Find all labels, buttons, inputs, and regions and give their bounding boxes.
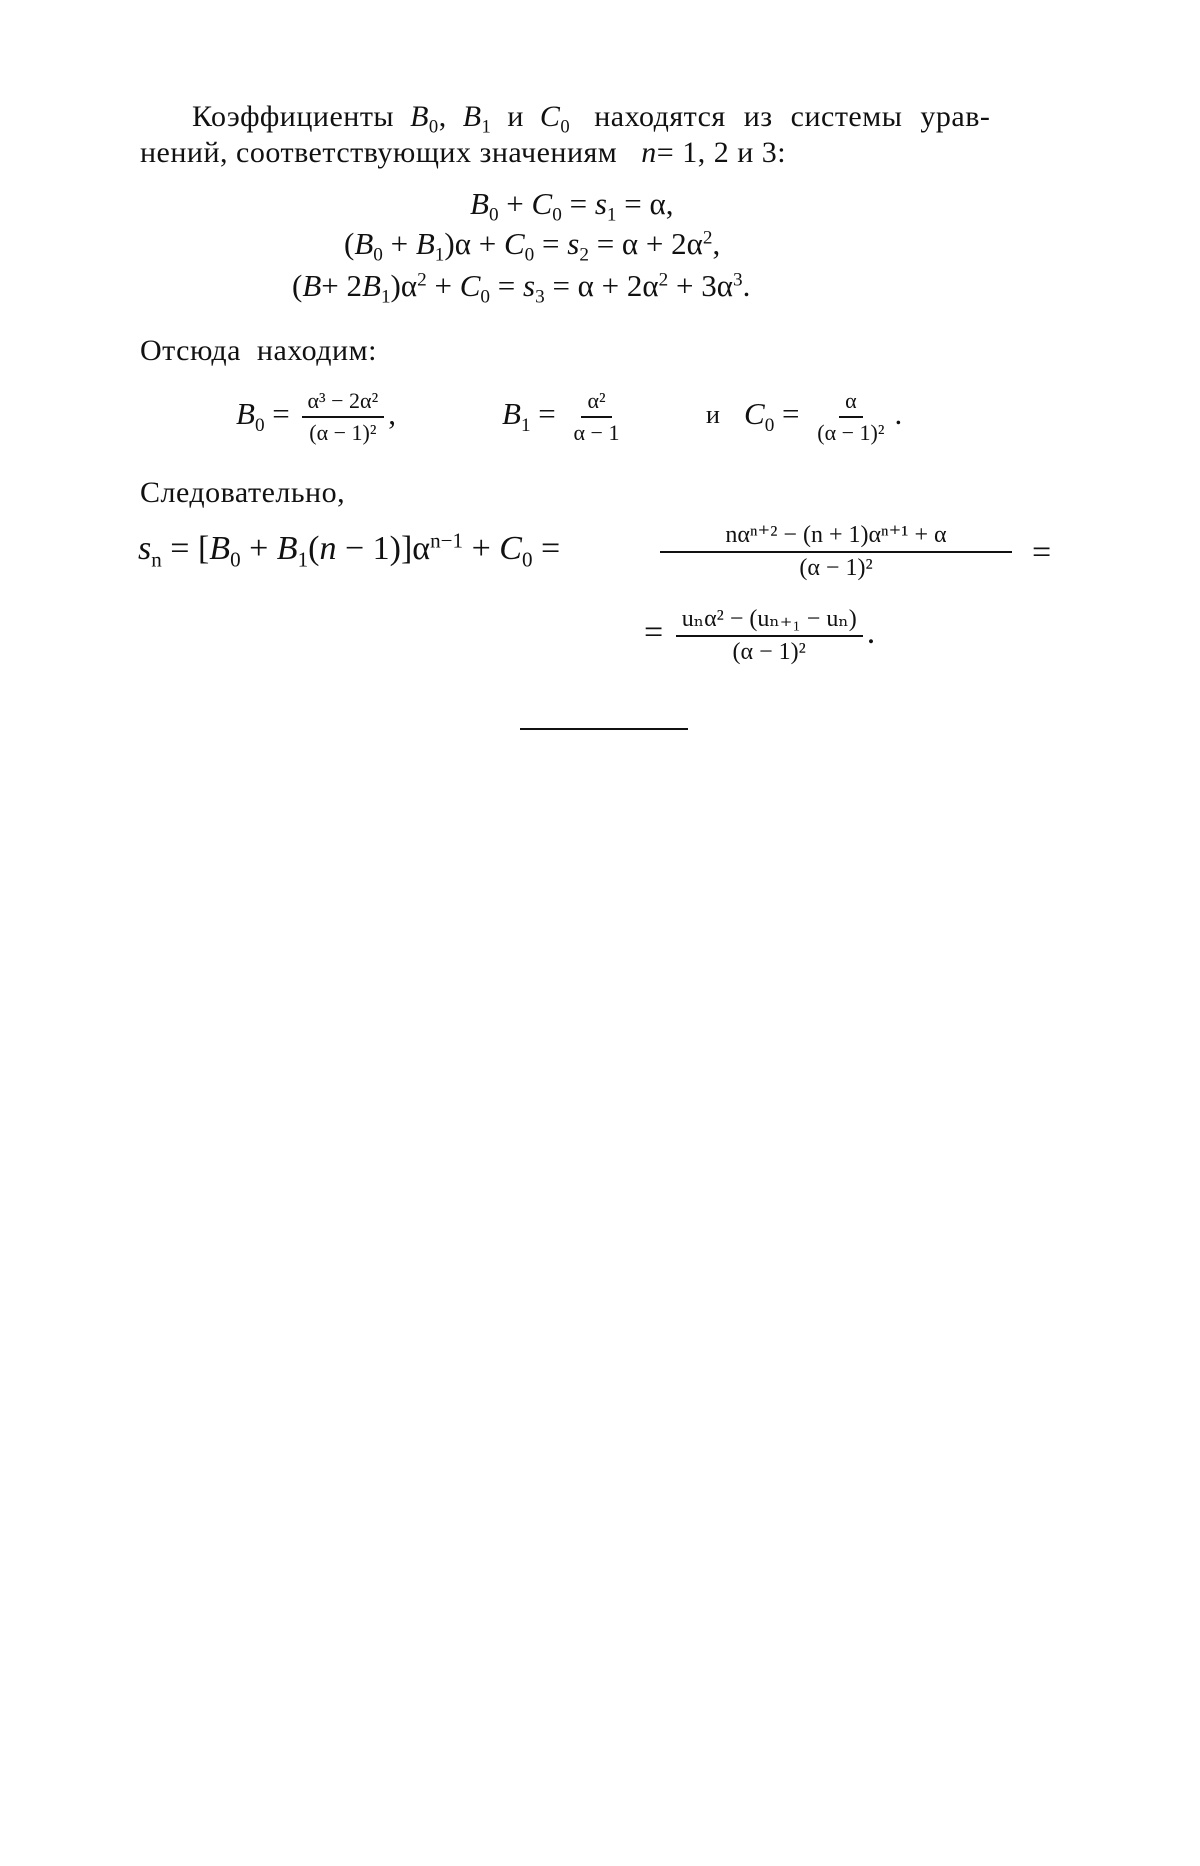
eq2-b1-sub: 1 (434, 244, 445, 266)
eq2-s-sub: 2 (579, 244, 589, 266)
result-c0-period: . (894, 396, 903, 432)
result-b0-numerator: α³ − 2α² (302, 388, 385, 418)
eq1-s-sub: 1 (606, 204, 617, 226)
final-c0: C (499, 530, 522, 567)
eq2-alpha: )α + (444, 226, 504, 261)
conjunction: и (507, 100, 524, 133)
eq2-s: s (567, 226, 580, 261)
result-c0-sub: 0 (764, 414, 775, 436)
result-b0-equals: = (264, 396, 298, 432)
final-b0-sub: 0 (230, 547, 241, 572)
eq2-paren: ( (344, 226, 355, 261)
final-n: n (319, 530, 337, 567)
symbol-b0-sub: 0 (428, 116, 439, 138)
eq1-rhs: = α, (616, 186, 674, 221)
symbol-b1: B (462, 100, 482, 133)
paragraph-3: Следовательно, (140, 476, 346, 509)
eq3-rhs-b: + 3α (668, 268, 733, 303)
result-b1-sub: 1 (520, 414, 531, 436)
eq2-rhs: = α + 2α (588, 226, 703, 261)
eq1-plus: + (498, 186, 532, 221)
final-trailing-equals: = (1032, 534, 1052, 571)
section-end-rule (520, 728, 688, 730)
eq1-b: B (470, 186, 489, 221)
eq3-paren: ( (292, 268, 303, 303)
final-b0: B (209, 530, 231, 567)
eq1-s: s (594, 186, 607, 221)
final-fraction-2 (676, 604, 863, 666)
final-b1-sub: 1 (297, 547, 309, 572)
eq3-s-sub: 3 (535, 286, 545, 308)
eq3-plus-2: + 2 (321, 268, 362, 303)
eq2-b0-sub: 0 (373, 244, 383, 266)
final-fraction-1 (652, 520, 1020, 582)
result-c0-symbol: C (744, 396, 765, 432)
eq2-b1: B (415, 226, 435, 261)
final-power: n−1 (430, 528, 464, 553)
eq3-c0: C (459, 268, 481, 303)
eq3-s: s (523, 268, 536, 303)
result-c0-equals: = (774, 396, 808, 432)
eq3-b: B (302, 268, 322, 303)
n-values: = 1, 2 и 3: (656, 136, 787, 169)
paragraph-1-line-2 (140, 136, 786, 170)
final-c0-sub: 0 (521, 547, 533, 572)
result-b0-denominator: (α − 1)² (309, 420, 377, 445)
comma: , (438, 100, 447, 133)
final-s-sub: n (151, 547, 162, 572)
result-b1 (502, 388, 629, 446)
result-c0 (744, 388, 902, 446)
eq2-comma: , (712, 226, 721, 261)
final-fraction-2-numerator: uₙα² − (uₙ₊₁ − uₙ) (676, 604, 863, 637)
result-b1-fraction (568, 388, 626, 446)
eq3-alpha: )α (390, 268, 418, 303)
paragraph-2: Отсюда находим: (140, 334, 377, 367)
eq3-equals: = (490, 268, 523, 303)
result-b1-symbol: B (502, 396, 521, 432)
final-line2-equals: = (644, 613, 672, 651)
equation-3 (292, 268, 751, 308)
eq1-c-sub: 0 (552, 204, 562, 226)
eq2-equals: = (534, 226, 568, 261)
final-open-bracket: = [ (161, 530, 210, 567)
final-fraction-1-body (656, 520, 1016, 582)
eq1-b-sub: 0 (488, 204, 499, 226)
final-formula-line-1 (138, 528, 561, 572)
eq3-alpha-power: 2 (417, 269, 427, 291)
result-c0-fraction (811, 388, 890, 446)
eq1-c: C (531, 186, 553, 221)
result-b0 (236, 388, 396, 446)
final-s: s (138, 530, 152, 567)
intro-word: Коэффициенты (192, 100, 395, 133)
eq2-b0: B (354, 226, 374, 261)
final-plus-2: + (463, 530, 500, 567)
result-b0-symbol: B (236, 396, 255, 432)
eq3-plus: + (426, 268, 460, 303)
eq1-equals: = (561, 186, 595, 221)
final-fraction-2-denominator: (α − 1)² (732, 639, 806, 665)
eq3-power-2: 2 (658, 269, 669, 291)
result-b1-numerator: α² (581, 388, 611, 418)
result-c0-numerator: α (839, 388, 863, 418)
result-b0-fraction (302, 388, 385, 446)
symbol-b1-sub: 1 (481, 116, 492, 138)
equation-1 (470, 186, 674, 226)
final-fraction-1-numerator: nαⁿ⁺² − (n + 1)αⁿ⁺¹ + α (660, 520, 1012, 553)
eq2-c0-sub: 0 (524, 244, 535, 266)
final-fraction-1-denominator: (α − 1)² (799, 555, 873, 581)
result-b1-denominator: α − 1 (573, 420, 620, 445)
symbol-c0-sub: 0 (560, 116, 571, 138)
result-b1-equals: = (530, 396, 564, 432)
final-formula-line-2 (644, 604, 875, 666)
final-paren: ( (308, 530, 320, 567)
eq3-rhs-a: = α + 2α (544, 268, 659, 303)
eq3-period: . (742, 268, 751, 303)
final-equals: = (532, 530, 561, 567)
symbol-b0: B (410, 100, 429, 133)
symbol-n: n (641, 136, 657, 169)
eq2-power: 2 (702, 227, 713, 249)
eq3-c0-sub: 0 (480, 286, 491, 308)
equation-2 (344, 226, 721, 266)
eq3-b1: B (362, 268, 381, 303)
result-b0-sub: 0 (254, 414, 265, 436)
eq3-b1-sub: 1 (380, 286, 391, 308)
result-c0-denominator: (α − 1)² (817, 420, 885, 445)
final-line2-period: . (866, 613, 876, 651)
final-plus-1: + (240, 530, 277, 567)
line2-text: нений, соответствующих значениям (140, 136, 618, 169)
eq3-power-3: 3 (732, 269, 743, 291)
result-b0-comma: , (388, 396, 396, 432)
symbol-c0: C (539, 100, 561, 133)
eq2-c0: C (503, 226, 525, 261)
intro-rest: находятся из системы урав- (594, 100, 991, 133)
final-minus-one: − 1)]α (336, 530, 431, 567)
paragraph-1-line-1 (192, 100, 991, 138)
eq2-plus: + (382, 226, 416, 261)
final-b1: B (276, 530, 298, 567)
result-and: и (706, 400, 720, 429)
